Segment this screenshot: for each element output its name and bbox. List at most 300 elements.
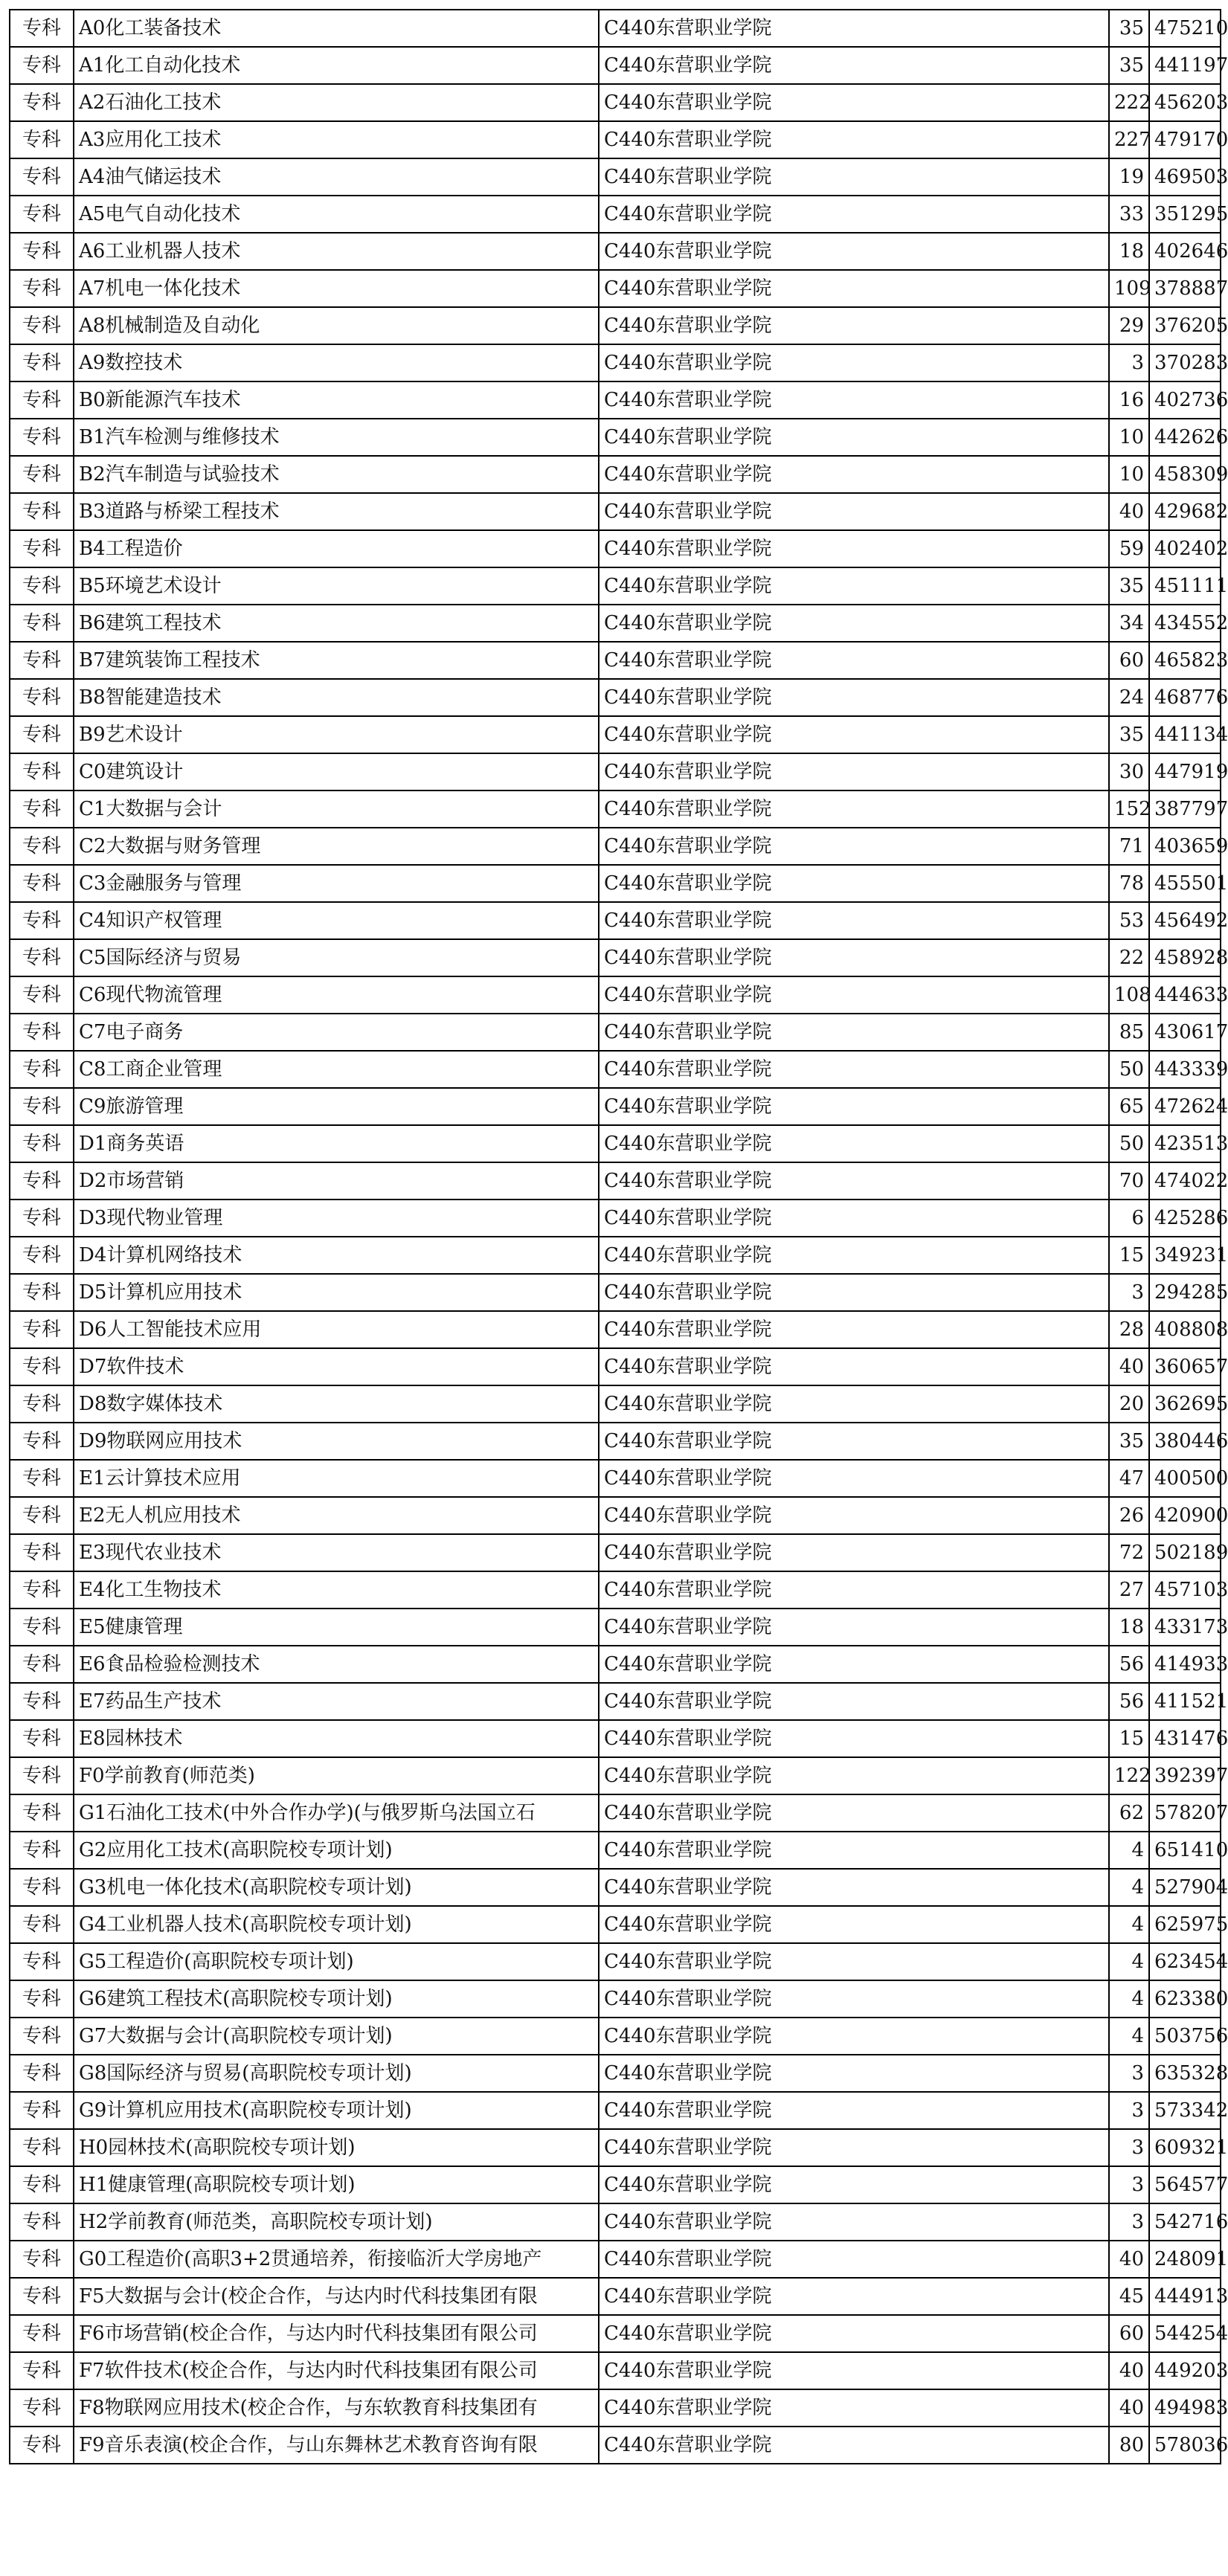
min-rank-cell: 431476 — [1149, 1720, 1221, 1757]
major-cell: F7软件技术(校企合作，与达内时代科技集团有限公司 — [74, 2352, 599, 2389]
plan-count-cell: 35 — [1109, 1423, 1149, 1460]
plan-count-cell: 40 — [1109, 493, 1149, 530]
plan-count-cell: 59 — [1109, 530, 1149, 567]
major-cell: B5环境艺术设计 — [74, 567, 599, 605]
level-cell: 专科 — [10, 2352, 74, 2389]
school-cell: C440东营职业学院 — [599, 865, 1109, 902]
major-cell: H2学前教育(师范类，高职院校专项计划) — [74, 2203, 599, 2241]
major-cell: C6现代物流管理 — [74, 976, 599, 1014]
school-cell: C440东营职业学院 — [599, 567, 1109, 605]
min-rank-cell: 378887 — [1149, 270, 1221, 307]
min-rank-cell: 465823 — [1149, 642, 1221, 679]
level-cell: 专科 — [10, 1832, 74, 1869]
school-cell: C440东营职业学院 — [599, 1088, 1109, 1125]
table-row — [10, 47, 1221, 84]
plan-count-cell: 3 — [1109, 2092, 1149, 2129]
major-cell: A0化工装备技术 — [74, 10, 599, 47]
table-row — [10, 1794, 1221, 1832]
major-cell: D9物联网应用技术 — [74, 1423, 599, 1460]
min-rank-cell: 402736 — [1149, 381, 1221, 419]
major-cell: D7软件技术 — [74, 1348, 599, 1385]
plan-count-cell: 15 — [1109, 1237, 1149, 1274]
level-cell: 专科 — [10, 642, 74, 679]
major-cell: A5电气自动化技术 — [74, 196, 599, 233]
table-row — [10, 1200, 1221, 1237]
level-cell: 专科 — [10, 1237, 74, 1274]
level-cell: 专科 — [10, 605, 74, 642]
plan-count-cell: 65 — [1109, 1088, 1149, 1125]
level-cell: 专科 — [10, 2055, 74, 2092]
table-row — [10, 344, 1221, 381]
school-cell: C440东营职业学院 — [599, 493, 1109, 530]
major-cell: H1健康管理(高职院校专项计划) — [74, 2166, 599, 2203]
school-cell: C440东营职业学院 — [599, 1980, 1109, 2018]
table-row — [10, 1162, 1221, 1200]
level-cell: 专科 — [10, 567, 74, 605]
level-cell: 专科 — [10, 1162, 74, 1200]
min-rank-cell: 544254 — [1149, 2315, 1221, 2352]
major-cell: F9音乐表演(校企合作，与山东舞林艺术教育咨询有限 — [74, 2427, 599, 2464]
major-cell: E7药品生产技术 — [74, 1683, 599, 1720]
table-row — [10, 1311, 1221, 1348]
major-cell: G8国际经济与贸易(高职院校专项计划) — [74, 2055, 599, 2092]
min-rank-cell: 494983 — [1149, 2389, 1221, 2427]
major-cell: A9数控技术 — [74, 344, 599, 381]
min-rank-cell: 360657 — [1149, 1348, 1221, 1385]
table-row — [10, 790, 1221, 828]
major-cell: G6建筑工程技术(高职院校专项计划) — [74, 1980, 599, 2018]
min-rank-cell: 468776 — [1149, 679, 1221, 716]
min-rank-cell: 625975 — [1149, 1906, 1221, 1943]
plan-count-cell: 35 — [1109, 47, 1149, 84]
major-cell: G5工程造价(高职院校专项计划) — [74, 1943, 599, 1980]
min-rank-cell: 455501 — [1149, 865, 1221, 902]
major-cell: D1商务英语 — [74, 1125, 599, 1162]
table-row — [10, 1757, 1221, 1794]
min-rank-cell: 443339 — [1149, 1051, 1221, 1088]
level-cell: 专科 — [10, 790, 74, 828]
min-rank-cell: 456203 — [1149, 84, 1221, 121]
major-cell: B4工程造价 — [74, 530, 599, 567]
plan-count-cell: 56 — [1109, 1646, 1149, 1683]
min-rank-cell: 349231 — [1149, 1237, 1221, 1274]
min-rank-cell: 376205 — [1149, 307, 1221, 344]
plan-count-cell: 40 — [1109, 2389, 1149, 2427]
plan-count-cell: 85 — [1109, 1014, 1149, 1051]
min-rank-cell: 387797 — [1149, 790, 1221, 828]
min-rank-cell: 403659 — [1149, 828, 1221, 865]
min-rank-cell: 573342 — [1149, 2092, 1221, 2129]
major-cell: D8数字媒体技术 — [74, 1385, 599, 1423]
level-cell: 专科 — [10, 865, 74, 902]
school-cell: C440东营职业学院 — [599, 1423, 1109, 1460]
min-rank-cell: 362695 — [1149, 1385, 1221, 1423]
level-cell: 专科 — [10, 1088, 74, 1125]
table-row — [10, 1051, 1221, 1088]
level-cell: 专科 — [10, 47, 74, 84]
plan-count-cell: 35 — [1109, 567, 1149, 605]
major-cell: E6食品检验检测技术 — [74, 1646, 599, 1683]
major-cell: F5大数据与会计(校企合作，与达内时代科技集团有限 — [74, 2278, 599, 2315]
min-rank-cell: 475210 — [1149, 10, 1221, 47]
min-rank-cell: 402402 — [1149, 530, 1221, 567]
school-cell: C440东营职业学院 — [599, 1200, 1109, 1237]
min-rank-cell: 542716 — [1149, 2203, 1221, 2241]
school-cell: C440东营职业学院 — [599, 2427, 1109, 2464]
table-row — [10, 1423, 1221, 1460]
school-cell: C440东营职业学院 — [599, 307, 1109, 344]
school-cell: C440东营职业学院 — [599, 790, 1109, 828]
min-rank-cell: 503756 — [1149, 2018, 1221, 2055]
school-cell: C440东营职业学院 — [599, 1869, 1109, 1906]
table-row — [10, 1348, 1221, 1385]
plan-count-cell: 3 — [1109, 2055, 1149, 2092]
plan-count-cell: 3 — [1109, 2203, 1149, 2241]
school-cell: C440东营职业学院 — [599, 196, 1109, 233]
table-row — [10, 233, 1221, 270]
major-cell: G4工业机器人技术(高职院校专项计划) — [74, 1906, 599, 1943]
school-cell: C440东营职业学院 — [599, 2278, 1109, 2315]
school-cell: C440东营职业学院 — [599, 2018, 1109, 2055]
min-rank-cell: 474022 — [1149, 1162, 1221, 1200]
school-cell: C440东营职业学院 — [599, 1757, 1109, 1794]
min-rank-cell: 420900 — [1149, 1497, 1221, 1534]
min-rank-cell: 380446 — [1149, 1423, 1221, 1460]
plan-count-cell: 15 — [1109, 1720, 1149, 1757]
plan-count-cell: 3 — [1109, 1274, 1149, 1311]
level-cell: 专科 — [10, 1683, 74, 1720]
table-row — [10, 2427, 1221, 2464]
plan-count-cell: 18 — [1109, 1609, 1149, 1646]
school-cell: C440东营职业学院 — [599, 679, 1109, 716]
school-cell: C440东营职业学院 — [599, 1534, 1109, 1571]
major-cell: D6人工智能技术应用 — [74, 1311, 599, 1348]
school-cell: C440东营职业学院 — [599, 2092, 1109, 2129]
major-cell: C9旅游管理 — [74, 1088, 599, 1125]
major-cell: B0新能源汽车技术 — [74, 381, 599, 419]
level-cell: 专科 — [10, 419, 74, 456]
level-cell: 专科 — [10, 2166, 74, 2203]
school-cell: C440东营职业学院 — [599, 2315, 1109, 2352]
school-cell: C440东营职业学院 — [599, 1051, 1109, 1088]
plan-count-cell: 3 — [1109, 344, 1149, 381]
table-row — [10, 902, 1221, 939]
min-rank-cell: 456492 — [1149, 902, 1221, 939]
plan-count-cell: 3 — [1109, 2129, 1149, 2166]
major-cell: G1石油化工技术(中外合作办学)(与俄罗斯乌法国立石 — [74, 1794, 599, 1832]
level-cell: 专科 — [10, 1274, 74, 1311]
min-rank-cell: 447919 — [1149, 753, 1221, 790]
min-rank-cell: 609321 — [1149, 2129, 1221, 2166]
school-cell: C440东营职业学院 — [599, 902, 1109, 939]
level-cell: 专科 — [10, 1869, 74, 1906]
school-cell: C440东营职业学院 — [599, 121, 1109, 158]
plan-count-cell: 60 — [1109, 2315, 1149, 2352]
school-cell: C440东营职业学院 — [599, 2241, 1109, 2278]
level-cell: 专科 — [10, 753, 74, 790]
level-cell: 专科 — [10, 1460, 74, 1497]
major-cell: E4化工生物技术 — [74, 1571, 599, 1609]
major-cell: B9艺术设计 — [74, 716, 599, 753]
school-cell: C440东营职业学院 — [599, 1832, 1109, 1869]
table-row — [10, 2278, 1221, 2315]
level-cell: 专科 — [10, 1423, 74, 1460]
school-cell: C440东营职业学院 — [599, 1385, 1109, 1423]
level-cell: 专科 — [10, 1200, 74, 1237]
major-cell: E3现代农业技术 — [74, 1534, 599, 1571]
school-cell: C440东营职业学院 — [599, 1274, 1109, 1311]
min-rank-cell: 408808 — [1149, 1311, 1221, 1348]
school-cell: C440东营职业学院 — [599, 642, 1109, 679]
major-cell: E8园林技术 — [74, 1720, 599, 1757]
table-row — [10, 381, 1221, 419]
major-cell: H0园林技术(高职院校专项计划) — [74, 2129, 599, 2166]
plan-count-cell: 222 — [1109, 84, 1149, 121]
table-row — [10, 939, 1221, 976]
school-cell: C440东营职业学院 — [599, 2389, 1109, 2427]
level-cell: 专科 — [10, 1051, 74, 1088]
major-cell: C0建筑设计 — [74, 753, 599, 790]
table-row — [10, 84, 1221, 121]
level-cell: 专科 — [10, 679, 74, 716]
level-cell: 专科 — [10, 2092, 74, 2129]
major-cell: C3金融服务与管理 — [74, 865, 599, 902]
min-rank-cell: 449203 — [1149, 2352, 1221, 2389]
level-cell: 专科 — [10, 493, 74, 530]
level-cell: 专科 — [10, 1125, 74, 1162]
major-cell: A7机电一体化技术 — [74, 270, 599, 307]
plan-count-cell: 227 — [1109, 121, 1149, 158]
table-row — [10, 2352, 1221, 2389]
min-rank-cell: 411521 — [1149, 1683, 1221, 1720]
min-rank-cell: 623454 — [1149, 1943, 1221, 1980]
table-row — [10, 1832, 1221, 1869]
table-row — [10, 567, 1221, 605]
min-rank-cell: 472624 — [1149, 1088, 1221, 1125]
plan-count-cell: 62 — [1109, 1794, 1149, 1832]
plan-count-cell: 47 — [1109, 1460, 1149, 1497]
min-rank-cell: 564577 — [1149, 2166, 1221, 2203]
school-cell: C440东营职业学院 — [599, 270, 1109, 307]
min-rank-cell: 457103 — [1149, 1571, 1221, 1609]
table-row — [10, 2166, 1221, 2203]
school-cell: C440东营职业学院 — [599, 1497, 1109, 1534]
level-cell: 专科 — [10, 84, 74, 121]
plan-count-cell: 33 — [1109, 196, 1149, 233]
plan-count-cell: 80 — [1109, 2427, 1149, 2464]
major-cell: E1云计算技术应用 — [74, 1460, 599, 1497]
table-row — [10, 716, 1221, 753]
school-cell: C440东营职业学院 — [599, 530, 1109, 567]
plan-count-cell: 27 — [1109, 1571, 1149, 1609]
school-cell: C440东营职业学院 — [599, 1609, 1109, 1646]
plan-count-cell: 26 — [1109, 1497, 1149, 1534]
plan-count-cell: 20 — [1109, 1385, 1149, 1423]
level-cell: 专科 — [10, 1943, 74, 1980]
school-cell: C440东营职业学院 — [599, 1906, 1109, 1943]
table-row — [10, 976, 1221, 1014]
plan-count-cell: 34 — [1109, 605, 1149, 642]
plan-count-cell: 35 — [1109, 10, 1149, 47]
min-rank-cell: 400500 — [1149, 1460, 1221, 1497]
min-rank-cell: 444633 — [1149, 976, 1221, 1014]
level-cell: 专科 — [10, 233, 74, 270]
min-rank-cell: 578207 — [1149, 1794, 1221, 1832]
major-cell: C4知识产权管理 — [74, 902, 599, 939]
level-cell: 专科 — [10, 828, 74, 865]
level-cell: 专科 — [10, 1757, 74, 1794]
table-row — [10, 753, 1221, 790]
plan-count-cell: 4 — [1109, 1980, 1149, 2018]
level-cell: 专科 — [10, 270, 74, 307]
major-cell: C1大数据与会计 — [74, 790, 599, 828]
major-cell: G7大数据与会计(高职院校专项计划) — [74, 2018, 599, 2055]
major-cell: B8智能建造技术 — [74, 679, 599, 716]
school-cell: C440东营职业学院 — [599, 1683, 1109, 1720]
min-rank-cell: 248091 — [1149, 2241, 1221, 2278]
plan-count-cell: 78 — [1109, 865, 1149, 902]
table-row — [10, 828, 1221, 865]
table-row — [10, 1014, 1221, 1051]
major-cell: A8机械制造及自动化 — [74, 307, 599, 344]
table-row — [10, 196, 1221, 233]
min-rank-cell: 433173 — [1149, 1609, 1221, 1646]
table-row — [10, 1088, 1221, 1125]
major-cell: B3道路与桥梁工程技术 — [74, 493, 599, 530]
school-cell: C440东营职业学院 — [599, 2129, 1109, 2166]
major-cell: D3现代物业管理 — [74, 1200, 599, 1237]
level-cell: 专科 — [10, 121, 74, 158]
school-cell: C440东营职业学院 — [599, 1348, 1109, 1385]
level-cell: 专科 — [10, 10, 74, 47]
school-cell: C440东营职业学院 — [599, 1794, 1109, 1832]
table-row — [10, 530, 1221, 567]
min-rank-cell: 442626 — [1149, 419, 1221, 456]
level-cell: 专科 — [10, 381, 74, 419]
table-row — [10, 1497, 1221, 1534]
admission-table — [9, 9, 1228, 2464]
min-rank-cell: 458928 — [1149, 939, 1221, 976]
major-cell: G3机电一体化技术(高职院校专项计划) — [74, 1869, 599, 1906]
school-cell: C440东营职业学院 — [599, 344, 1109, 381]
min-rank-cell: 402646 — [1149, 233, 1221, 270]
plan-count-cell: 71 — [1109, 828, 1149, 865]
min-rank-cell: 351295 — [1149, 196, 1221, 233]
level-cell: 专科 — [10, 2315, 74, 2352]
table-row — [10, 1683, 1221, 1720]
table-row — [10, 2203, 1221, 2241]
plan-count-cell: 28 — [1109, 1311, 1149, 1348]
plan-count-cell: 29 — [1109, 307, 1149, 344]
table-row — [10, 2092, 1221, 2129]
school-cell: C440东营职业学院 — [599, 1014, 1109, 1051]
major-cell: C8工商企业管理 — [74, 1051, 599, 1088]
school-cell: C440东营职业学院 — [599, 10, 1109, 47]
min-rank-cell: 414933 — [1149, 1646, 1221, 1683]
plan-count-cell: 18 — [1109, 233, 1149, 270]
min-rank-cell: 651410 — [1149, 1832, 1221, 1869]
school-cell: C440东营职业学院 — [599, 2166, 1109, 2203]
level-cell: 专科 — [10, 196, 74, 233]
major-cell: F0学前教育(师范类) — [74, 1757, 599, 1794]
plan-count-cell: 4 — [1109, 2018, 1149, 2055]
plan-count-cell: 50 — [1109, 1125, 1149, 1162]
school-cell: C440东营职业学院 — [599, 716, 1109, 753]
major-cell: F6市场营销(校企合作，与达内时代科技集团有限公司 — [74, 2315, 599, 2352]
plan-count-cell: 4 — [1109, 1906, 1149, 1943]
level-cell: 专科 — [10, 716, 74, 753]
level-cell: 专科 — [10, 1571, 74, 1609]
min-rank-cell: 429682 — [1149, 493, 1221, 530]
table-row — [10, 1869, 1221, 1906]
level-cell: 专科 — [10, 1720, 74, 1757]
school-cell: C440东营职业学院 — [599, 939, 1109, 976]
min-rank-cell: 458309 — [1149, 456, 1221, 493]
plan-count-cell: 40 — [1109, 2352, 1149, 2389]
school-cell: C440东营职业学院 — [599, 381, 1109, 419]
table-row — [10, 1460, 1221, 1497]
level-cell: 专科 — [10, 1014, 74, 1051]
school-cell: C440东营职业学院 — [599, 1460, 1109, 1497]
major-cell: C2大数据与财务管理 — [74, 828, 599, 865]
major-cell: B1汽车检测与维修技术 — [74, 419, 599, 456]
school-cell: C440东营职业学院 — [599, 47, 1109, 84]
min-rank-cell: 578036 — [1149, 2427, 1221, 2464]
table-row — [10, 1274, 1221, 1311]
level-cell: 专科 — [10, 1980, 74, 2018]
table-row — [10, 2055, 1221, 2092]
table-row — [10, 1720, 1221, 1757]
major-cell: D2市场营销 — [74, 1162, 599, 1200]
major-cell: E2无人机应用技术 — [74, 1497, 599, 1534]
school-cell: C440东营职业学院 — [599, 1571, 1109, 1609]
major-cell: D4计算机网络技术 — [74, 1237, 599, 1274]
level-cell: 专科 — [10, 1609, 74, 1646]
min-rank-cell: 441134 — [1149, 716, 1221, 753]
plan-count-cell: 56 — [1109, 1683, 1149, 1720]
school-cell: C440东营职业学院 — [599, 1943, 1109, 1980]
table-row — [10, 1125, 1221, 1162]
school-cell: C440东营职业学院 — [599, 976, 1109, 1014]
table-row — [10, 1943, 1221, 1980]
plan-count-cell: 60 — [1109, 642, 1149, 679]
school-cell: C440东营职业学院 — [599, 1646, 1109, 1683]
level-cell: 专科 — [10, 530, 74, 567]
min-rank-cell: 434552 — [1149, 605, 1221, 642]
major-cell: A4油气储运技术 — [74, 158, 599, 196]
plan-count-cell: 35 — [1109, 716, 1149, 753]
school-cell: C440东营职业学院 — [599, 84, 1109, 121]
table-row — [10, 158, 1221, 196]
table-row — [10, 2315, 1221, 2352]
school-cell: C440东营职业学院 — [599, 158, 1109, 196]
school-cell: C440东营职业学院 — [599, 456, 1109, 493]
plan-count-cell: 10 — [1109, 419, 1149, 456]
min-rank-cell: 444913 — [1149, 2278, 1221, 2315]
school-cell: C440东营职业学院 — [599, 233, 1109, 270]
school-cell: C440东营职业学院 — [599, 1311, 1109, 1348]
plan-count-cell: 24 — [1109, 679, 1149, 716]
plan-count-cell: 4 — [1109, 1869, 1149, 1906]
plan-count-cell: 19 — [1109, 158, 1149, 196]
plan-count-cell: 53 — [1109, 902, 1149, 939]
school-cell: C440东营职业学院 — [599, 1125, 1109, 1162]
major-cell: A3应用化工技术 — [74, 121, 599, 158]
major-cell: G9计算机应用技术(高职院校专项计划) — [74, 2092, 599, 2129]
level-cell: 专科 — [10, 902, 74, 939]
major-cell: A6工业机器人技术 — [74, 233, 599, 270]
plan-count-cell: 40 — [1109, 1348, 1149, 1385]
